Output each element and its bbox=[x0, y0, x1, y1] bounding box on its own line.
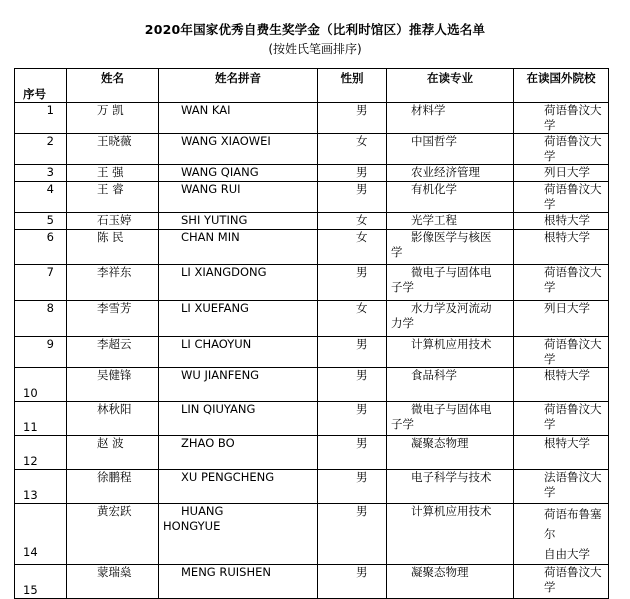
cell-name: 王 睿 bbox=[67, 182, 159, 213]
cell-major-line-1: 影像医学与核医 bbox=[411, 230, 492, 244]
table-row bbox=[15, 165, 609, 182]
cell-gender: 男 bbox=[318, 402, 387, 436]
cell-seq: 5 bbox=[15, 213, 67, 230]
cell-name: 王 强 bbox=[67, 165, 159, 182]
cell-major: 计算机应用技术 bbox=[387, 337, 514, 368]
cell-gender: 女 bbox=[318, 230, 387, 265]
cell-name: 李雪芳 bbox=[67, 301, 159, 337]
cell-pinyin bbox=[159, 504, 318, 565]
cell-major-line-1: 微电子与固体电 bbox=[411, 402, 492, 416]
cell-pinyin: SHI YUTING bbox=[159, 213, 318, 230]
cell-seq: 14 bbox=[15, 504, 67, 565]
cell-name: 陈 民 bbox=[67, 230, 159, 265]
cell-major-line-1: 水力学及河流动 bbox=[411, 301, 492, 315]
cell-name: 吴健锋 bbox=[67, 368, 159, 402]
cell-seq: 10 bbox=[15, 368, 67, 402]
cell-seq: 11 bbox=[15, 402, 67, 436]
cell-major-line-2: 学 bbox=[391, 245, 403, 259]
cell-seq: 8 bbox=[15, 301, 67, 337]
cell-major: 农业经济管理 bbox=[387, 165, 514, 182]
cell-gender: 女 bbox=[318, 213, 387, 230]
cell-seq: 9 bbox=[15, 337, 67, 368]
cell-name: 林秋阳 bbox=[67, 402, 159, 436]
cell-seq: 6 bbox=[15, 230, 67, 265]
cell-name: 石玉婷 bbox=[67, 213, 159, 230]
cell-university: 根特大学 bbox=[514, 213, 609, 230]
table-row bbox=[15, 134, 609, 165]
cell-major: 光学工程 bbox=[387, 213, 514, 230]
cell-gender: 男 bbox=[318, 165, 387, 182]
cell-name: 王晓薇 bbox=[67, 134, 159, 165]
table-row bbox=[15, 182, 609, 213]
cell-university: 荷语鲁汶大学 bbox=[514, 134, 609, 165]
cell-major-line-2: 子学 bbox=[391, 417, 414, 431]
nominee-table bbox=[14, 68, 609, 599]
cell-name: 蒙瑞燊 bbox=[67, 565, 159, 599]
cell-gender: 男 bbox=[318, 103, 387, 134]
header-major: 在读专业 bbox=[387, 69, 514, 103]
cell-pinyin: WU JIANFENG bbox=[159, 368, 318, 402]
cell-university: 列日大学 bbox=[514, 301, 609, 337]
cell-seq: 3 bbox=[15, 165, 67, 182]
cell-major: 凝聚态物理 bbox=[387, 436, 514, 470]
table-row bbox=[15, 213, 609, 230]
cell-name: 黄宏跃 bbox=[67, 504, 159, 565]
cell-major bbox=[387, 230, 514, 265]
cell-name: 万 凯 bbox=[67, 103, 159, 134]
cell-university: 荷语鲁汶大学 bbox=[514, 565, 609, 599]
cell-name: 李超云 bbox=[67, 337, 159, 368]
header-pinyin: 姓名拼音 bbox=[159, 69, 318, 103]
cell-gender: 男 bbox=[318, 182, 387, 213]
table-row bbox=[15, 504, 609, 565]
cell-university: 根特大学 bbox=[514, 436, 609, 470]
table-row bbox=[15, 470, 609, 504]
cell-seq: 15 bbox=[15, 565, 67, 599]
cell-university-line-2: 自由大学 bbox=[544, 547, 590, 561]
cell-name: 徐鹏程 bbox=[67, 470, 159, 504]
cell-major: 电子科学与技术 bbox=[387, 470, 514, 504]
cell-major-line-2: 子学 bbox=[391, 280, 414, 294]
cell-pinyin: WANG XIAOWEI bbox=[159, 134, 318, 165]
cell-gender: 女 bbox=[318, 134, 387, 165]
cell-major bbox=[387, 301, 514, 337]
cell-pinyin: WANG QIANG bbox=[159, 165, 318, 182]
table-row bbox=[15, 565, 609, 599]
cell-university: 荷语鲁汶大学 bbox=[514, 182, 609, 213]
cell-gender: 男 bbox=[318, 504, 387, 565]
cell-gender: 女 bbox=[318, 301, 387, 337]
cell-pinyin: WAN KAI bbox=[159, 103, 318, 134]
cell-gender: 男 bbox=[318, 368, 387, 402]
table-row bbox=[15, 368, 609, 402]
cell-seq: 12 bbox=[15, 436, 67, 470]
cell-pinyin: MENG RUISHEN bbox=[159, 565, 318, 599]
cell-university: 荷语鲁汶大学 bbox=[514, 103, 609, 134]
header-name: 姓名 bbox=[67, 69, 159, 103]
cell-name: 赵 波 bbox=[67, 436, 159, 470]
cell-major bbox=[387, 402, 514, 436]
cell-gender: 男 bbox=[318, 337, 387, 368]
table-row bbox=[15, 103, 609, 134]
cell-seq: 4 bbox=[15, 182, 67, 213]
cell-university: 法语鲁汶大学 bbox=[514, 470, 609, 504]
cell-major-line-1: 微电子与固体电 bbox=[411, 265, 492, 279]
cell-university-line-1: 荷语布鲁塞尔 bbox=[544, 507, 602, 541]
cell-university: 根特大学 bbox=[514, 230, 609, 265]
table-row bbox=[15, 230, 609, 265]
cell-major: 中国哲学 bbox=[387, 134, 514, 165]
cell-seq: 13 bbox=[15, 470, 67, 504]
cell-gender: 男 bbox=[318, 565, 387, 599]
document-title: 2020年国家优秀自费生奖学金（比利时馆区）推荐人选名单 bbox=[144, 22, 486, 37]
cell-gender: 男 bbox=[318, 265, 387, 301]
cell-major: 食品科学 bbox=[387, 368, 514, 402]
cell-pinyin: ZHAO BO bbox=[159, 436, 318, 470]
document-subtitle: (按姓氏笔画排序) bbox=[268, 42, 362, 56]
table-row bbox=[15, 301, 609, 337]
cell-pinyin: LI XUEFANG bbox=[159, 301, 318, 337]
cell-pinyin: XU PENGCHENG bbox=[159, 470, 318, 504]
cell-major: 材料学 bbox=[387, 103, 514, 134]
cell-gender: 男 bbox=[318, 470, 387, 504]
cell-name: 李祥东 bbox=[67, 265, 159, 301]
cell-university: 荷语鲁汶大学 bbox=[514, 337, 609, 368]
table-row bbox=[15, 402, 609, 436]
cell-university: 荷语鲁汶大学 bbox=[514, 402, 609, 436]
cell-university: 根特大学 bbox=[514, 368, 609, 402]
cell-pinyin: CHAN MIN bbox=[159, 230, 318, 265]
header-university: 在读国外院校 bbox=[514, 69, 609, 103]
table-header-row bbox=[15, 69, 609, 103]
cell-major: 凝聚态物理 bbox=[387, 565, 514, 599]
cell-seq: 1 bbox=[15, 103, 67, 134]
header-gender: 性别 bbox=[318, 69, 387, 103]
table-row bbox=[15, 265, 609, 301]
cell-major bbox=[387, 265, 514, 301]
header-seq: 序号 bbox=[15, 69, 67, 103]
table-row bbox=[15, 436, 609, 470]
cell-major-line-2: 力学 bbox=[391, 316, 414, 330]
cell-major: 有机化学 bbox=[387, 182, 514, 213]
cell-pinyin: WANG RUI bbox=[159, 182, 318, 213]
cell-seq: 2 bbox=[15, 134, 67, 165]
table-row bbox=[15, 337, 609, 368]
cell-gender: 男 bbox=[318, 436, 387, 470]
cell-university: 列日大学 bbox=[514, 165, 609, 182]
cell-pinyin: LI XIANGDONG bbox=[159, 265, 318, 301]
cell-pinyin: LIN QIUYANG bbox=[159, 402, 318, 436]
cell-university: 荷语鲁汶大学 bbox=[514, 265, 609, 301]
cell-seq: 7 bbox=[15, 265, 67, 301]
cell-pinyin-line-2: HONGYUE bbox=[163, 519, 221, 533]
cell-major: 计算机应用技术 bbox=[387, 504, 514, 565]
cell-pinyin: LI CHAOYUN bbox=[159, 337, 318, 368]
cell-pinyin-line-1: HUANG bbox=[181, 504, 224, 518]
cell-university bbox=[514, 504, 609, 565]
